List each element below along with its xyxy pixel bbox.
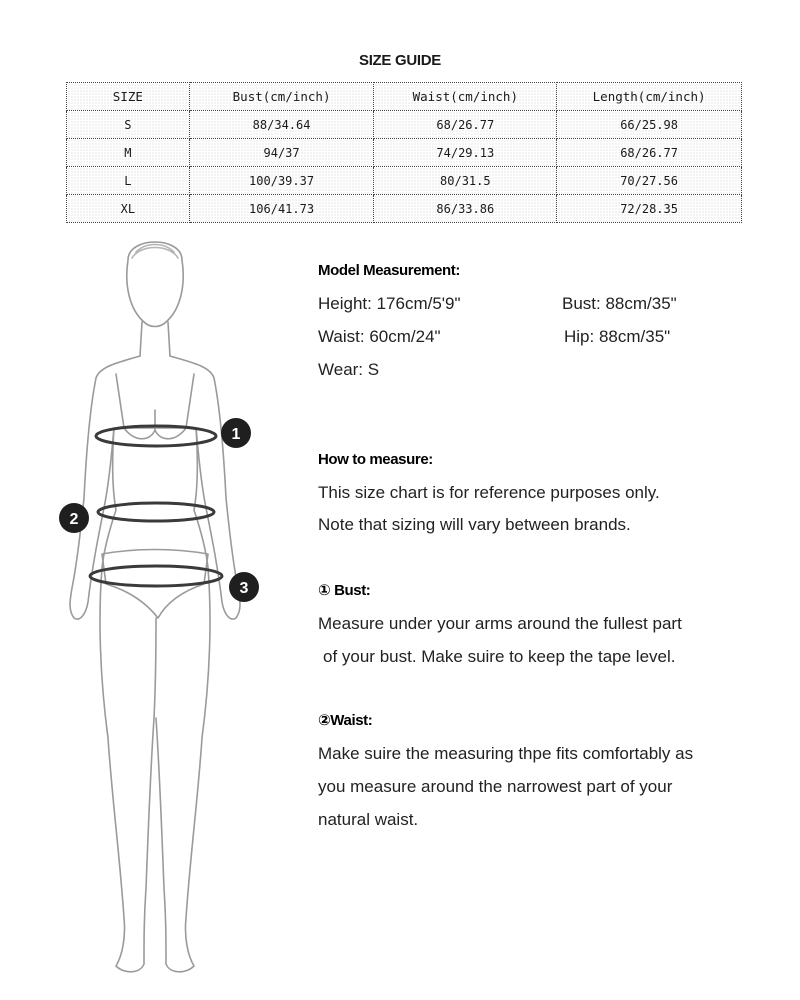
waist-line-2: you measure around the narrowest part of your <box>318 777 673 796</box>
cell-waist: 80/31.5 <box>374 167 557 195</box>
cell-length: 68/26.77 <box>557 139 742 167</box>
cell-length: 72/28.35 <box>557 195 742 223</box>
how-line-1: This size chart is for reference purposes only. <box>318 483 660 502</box>
torso-right <box>194 428 208 568</box>
right-leg-outline <box>156 568 210 972</box>
model-wear: Wear: S <box>318 360 380 379</box>
waist-line-1: Make suire the measuring thpe fits comfortably as <box>318 744 694 763</box>
left-leg-outline <box>100 568 156 972</box>
table-row <box>67 195 742 223</box>
bra-outline <box>116 374 194 439</box>
table-row <box>67 111 742 139</box>
cell-bust: 88/34.64 <box>189 111 374 139</box>
cell-length: 70/27.56 <box>557 167 742 195</box>
model-hip: Hip: 88cm/35" <box>564 327 671 346</box>
how-line-2: Note that sizing will vary between brands. <box>318 515 631 534</box>
cell-size: S <box>67 111 190 139</box>
bust-heading: ① Bust: <box>318 582 371 599</box>
table-row <box>67 167 742 195</box>
header-size: SIZE <box>67 83 190 111</box>
bust-line-1: Measure under your arms around the fullest part <box>318 614 682 633</box>
table-header-row <box>67 83 742 111</box>
waist-heading: ②Waist: <box>318 712 373 729</box>
cell-length: 66/25.98 <box>557 111 742 139</box>
waist-line-3: natural waist. <box>318 810 419 829</box>
marker-1 <box>221 418 251 448</box>
how-to-measure-heading: How to measure: <box>318 451 433 468</box>
header-waist: Waist(cm/inch) <box>374 83 557 111</box>
header-bust: Bust(cm/inch) <box>189 83 374 111</box>
cell-bust: 106/41.73 <box>189 195 374 223</box>
header-length: Length(cm/inch) <box>557 83 742 111</box>
bust-line-2: of your bust. Make suire to keep the tape level. <box>323 647 676 666</box>
cell-waist: 86/33.86 <box>374 195 557 223</box>
cell-size: XL <box>67 195 190 223</box>
size-guide-title: SIZE GUIDE <box>358 52 441 69</box>
cell-size: M <box>67 139 190 167</box>
marker-3 <box>229 572 259 602</box>
body-measurement-figure <box>40 238 270 988</box>
hip-tape <box>90 566 222 586</box>
torso-left <box>102 428 116 568</box>
svg-text:2: 2 <box>69 511 79 528</box>
cell-bust: 94/37 <box>189 139 374 167</box>
cell-size: L <box>67 167 190 195</box>
model-height: Height: 176cm/5'9" <box>318 294 461 313</box>
cell-waist: 74/29.13 <box>374 139 557 167</box>
table-row <box>67 139 742 167</box>
cell-waist: 68/26.77 <box>374 111 557 139</box>
model-waist: Waist: 60cm/24" <box>318 327 441 346</box>
model-measurement-heading: Model Measurement: <box>318 262 460 279</box>
svg-text:3: 3 <box>239 580 249 597</box>
model-bust: Bust: 88cm/35" <box>562 294 677 313</box>
marker-2 <box>59 503 89 533</box>
cell-bust: 100/39.37 <box>189 167 374 195</box>
hair-lines <box>132 245 178 259</box>
svg-text:1: 1 <box>231 426 241 443</box>
size-table <box>66 82 742 223</box>
